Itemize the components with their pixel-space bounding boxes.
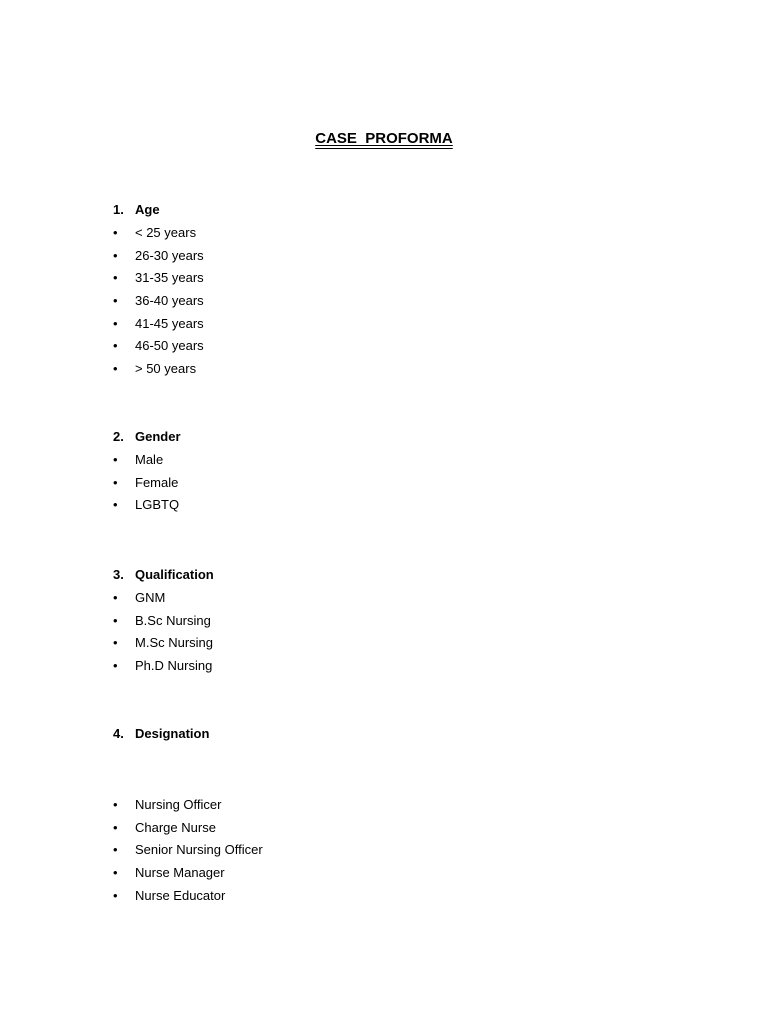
- option-label: < 25 years: [135, 225, 197, 240]
- option-label: Male: [135, 452, 164, 467]
- list-item: [113, 472, 179, 495]
- option-label: Nurse Manager: [135, 865, 225, 881]
- list-item: [113, 885, 263, 908]
- bullet-icon: •: [113, 612, 118, 628]
- bullet-icon: •: [113, 474, 118, 490]
- bullet-icon: •: [113, 225, 118, 240]
- section-heading-gender: [113, 428, 181, 446]
- bullet-icon: •: [113, 452, 118, 467]
- qualification-options-list: [113, 587, 213, 678]
- list-item: [113, 817, 263, 840]
- list-item: [113, 632, 213, 655]
- page-title-text: CASE PROFORMA: [315, 130, 453, 147]
- option-label: B.Sc Nursing: [135, 612, 211, 628]
- section-heading-qualification: [113, 566, 214, 584]
- list-item: [113, 587, 213, 610]
- gender-options-list: [113, 449, 179, 517]
- bullet-icon: •: [113, 658, 118, 674]
- list-item: [113, 222, 204, 245]
- list-item: [113, 794, 263, 817]
- section-heading-label: Age: [135, 202, 160, 217]
- bullet-icon: •: [113, 865, 118, 881]
- section-heading-designation: [113, 725, 209, 743]
- bullet-icon: •: [113, 819, 118, 835]
- list-item: [113, 839, 263, 862]
- section-number: 4.: [113, 726, 124, 741]
- bullet-icon: •: [113, 635, 118, 651]
- option-label: 41-45 years: [135, 315, 204, 331]
- bullet-icon: •: [113, 590, 118, 605]
- bullet-icon: •: [113, 497, 118, 513]
- option-label: > 50 years: [135, 361, 197, 377]
- section-heading-label: Designation: [135, 726, 210, 741]
- bullet-icon: •: [113, 293, 118, 309]
- option-label: Senior Nursing Officer: [135, 842, 263, 858]
- list-item: [113, 494, 179, 517]
- list-item: [113, 290, 204, 313]
- bullet-icon: •: [113, 842, 118, 858]
- option-label: 26-30 years: [135, 247, 204, 263]
- option-label: Ph.D Nursing: [135, 658, 213, 674]
- section-number: 3.: [113, 567, 124, 582]
- designation-options-list: [113, 794, 263, 907]
- section-heading-label: Gender: [135, 429, 181, 444]
- page-title: [0, 129, 768, 149]
- list-item: [113, 245, 204, 268]
- list-item: [113, 335, 204, 358]
- option-label: 46-50 years: [135, 338, 204, 354]
- bullet-icon: •: [113, 338, 118, 354]
- bullet-icon: •: [113, 247, 118, 263]
- age-options-list: [113, 222, 204, 381]
- list-item: [113, 449, 179, 472]
- option-label: LGBTQ: [135, 497, 180, 513]
- section-heading-label: Qualification: [135, 567, 214, 582]
- bullet-icon: •: [113, 797, 118, 812]
- list-item: [113, 610, 213, 633]
- bullet-icon: •: [113, 315, 118, 331]
- section-heading-age: [113, 201, 160, 219]
- section-number: 2.: [113, 429, 124, 444]
- list-item: [113, 313, 204, 336]
- list-item: [113, 267, 204, 290]
- option-label: GNM: [135, 590, 166, 605]
- option-label: M.Sc Nursing: [135, 635, 214, 651]
- option-label: Nursing Officer: [135, 797, 222, 812]
- bullet-icon: •: [113, 361, 118, 377]
- option-label: Charge Nurse: [135, 819, 216, 835]
- list-item: [113, 358, 204, 381]
- list-item: [113, 862, 263, 885]
- bullet-icon: •: [113, 887, 118, 903]
- option-label: Nurse Educator: [135, 887, 226, 903]
- option-label: 36-40 years: [135, 293, 204, 309]
- section-number: 1.: [113, 202, 124, 217]
- list-item: [113, 655, 213, 678]
- option-label: 31-35 years: [135, 270, 204, 286]
- option-label: Female: [135, 474, 179, 490]
- bullet-icon: •: [113, 270, 118, 286]
